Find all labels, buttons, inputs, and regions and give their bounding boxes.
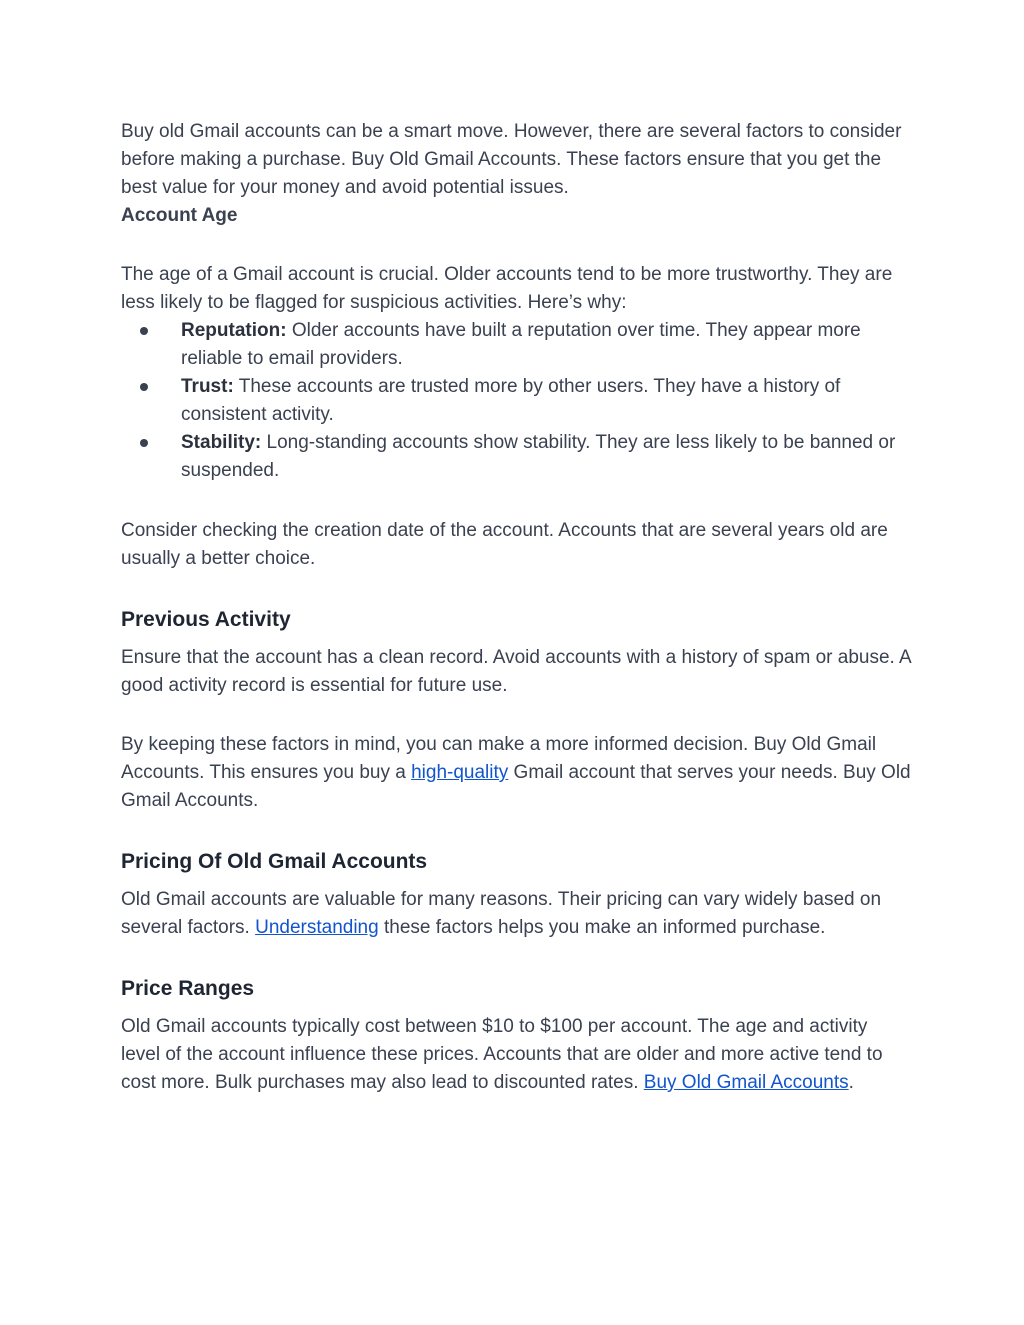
- pricing-text-after: these factors helps you make an informed purchase.: [378, 917, 826, 938]
- document-page: [121, 118, 911, 1097]
- list-item: [121, 429, 911, 485]
- bullet-icon: [140, 439, 148, 447]
- account-age-paragraph: The age of a Gmail account is crucial. Older accounts tend to be more trustworthy. They are less likely to be flagged for suspicious activities. Here’s why:: [121, 264, 893, 313]
- pricing-paragraph: [121, 886, 911, 942]
- price-ranges-text-after: .: [848, 1072, 854, 1093]
- summary-text-after: Gmail account that serves your needs. Buy Old Gmail Accounts.: [121, 762, 911, 811]
- list-item: [121, 317, 911, 373]
- bullet-icon: [140, 327, 148, 335]
- account-age-heading: Account Age: [121, 205, 238, 226]
- bullet-text: Older accounts have built a reputation over time. They appear more reliable to email providers.: [181, 320, 861, 369]
- bullet-text: Long-standing accounts show stability. They are less likely to be banned or suspended.: [181, 432, 896, 481]
- previous-activity-paragraph: Ensure that the account has a clean record. Avoid accounts with a history of spam or abuse. A good activity record is essential for future use.: [121, 647, 911, 696]
- account-age-closing-paragraph: Consider checking the creation date of the account. Accounts that are several years old are usually a better choice.: [121, 520, 888, 569]
- summary-text-before: By keeping these factors in mind, you can make a more informed decision. Buy Old Gmail Accounts. This ensures you buy a: [121, 734, 877, 783]
- buy-old-gmail-accounts-link[interactable]: Buy Old Gmail Accounts: [643, 1072, 849, 1093]
- account-age-bullet-list: [121, 317, 911, 485]
- bullet-icon: [140, 383, 148, 391]
- price-ranges-heading: Price Ranges: [121, 977, 255, 1000]
- list-item: [121, 373, 911, 429]
- pricing-text-before: Old Gmail accounts are valuable for many reasons. Their pricing can vary widely based on several factors.: [121, 889, 882, 938]
- bullet-text: These accounts are trusted more by other users. They have a history of consistent activity.: [181, 376, 841, 425]
- previous-activity-heading: Previous Activity: [121, 608, 291, 631]
- pricing-heading: Pricing Of Old Gmail Accounts: [121, 850, 428, 873]
- price-ranges-paragraph: [121, 1013, 911, 1097]
- understanding-link[interactable]: Understanding: [255, 917, 379, 938]
- price-ranges-text-before: Old Gmail accounts typically cost between $10 to $100 per account. The age and activity level of the account influence these prices. Accounts that are older and more active tend to cost more. Bulk purchases may also lead to discounted rates.: [121, 1016, 883, 1093]
- bullet-term: Stability:: [181, 432, 262, 453]
- high-quality-link[interactable]: high-quality: [411, 762, 509, 783]
- bullet-term: Reputation:: [181, 320, 287, 341]
- summary-paragraph: [121, 731, 911, 815]
- bullet-term: Trust:: [181, 376, 234, 397]
- intro-paragraph: Buy old Gmail accounts can be a smart move. However, there are several factors to consider before making a purchase. Buy Old Gmail Accounts. These factors ensure that you get the best value for your money and avoid potential issues.: [121, 121, 902, 198]
